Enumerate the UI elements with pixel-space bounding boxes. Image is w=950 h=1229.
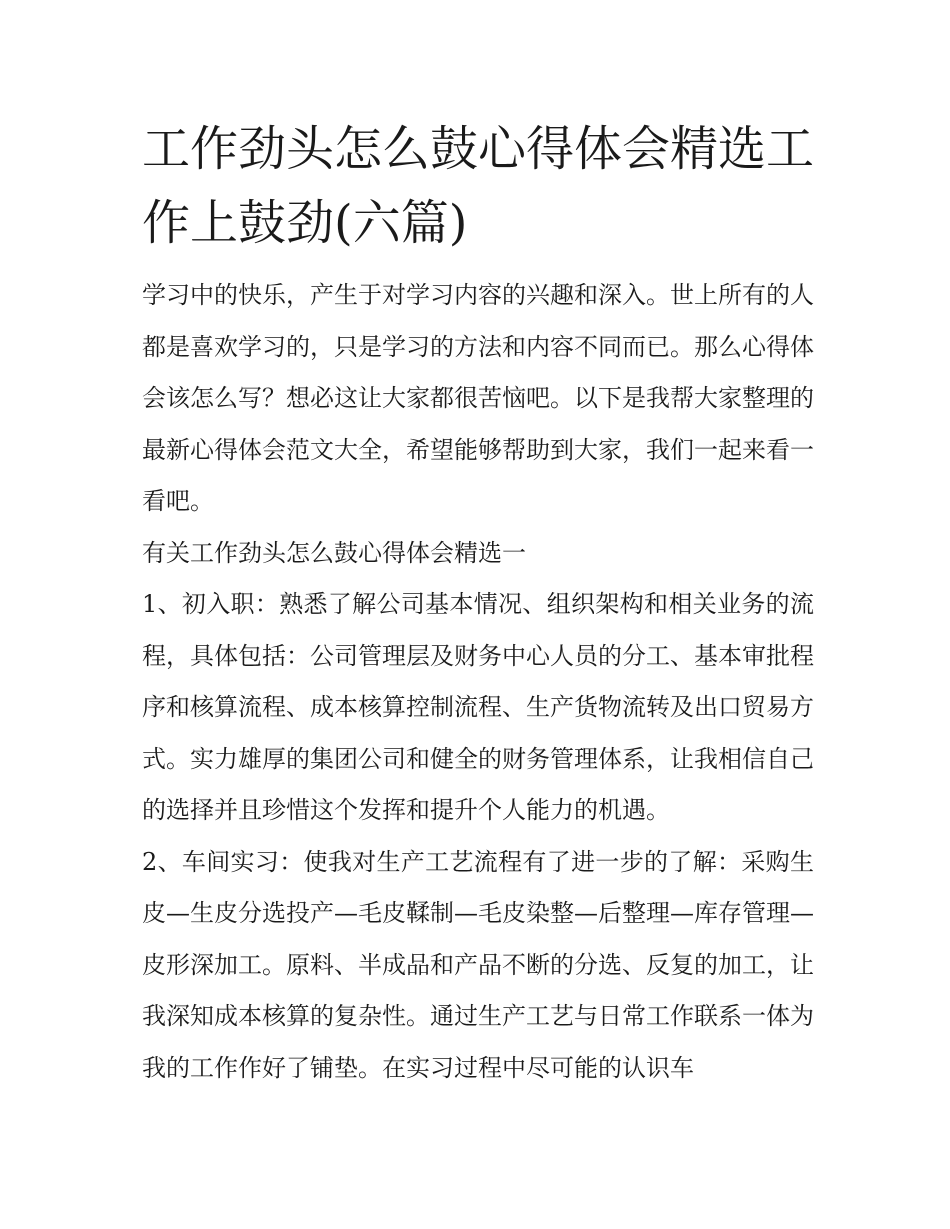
list-item-2-paragraph: 2、车间实习：使我对生产工艺流程有了进一步的了解：采购生皮—生皮分选投产—毛皮鞣制—毛皮染整—后整理—库存管理—皮形深加工。原料、半成品和产品不断的分选、反复的加工，让我深知成本核算的复杂性。通过生产工艺与日常工作联系一体为我的工作作好了铺垫。在实习过程中尽可能的认识车 bbox=[142, 847, 814, 1082]
list-item-1-paragraph: 1、初入职：熟悉了解公司基本情况、组织架构和相关业务的流程，具体包括：公司管理层及财务中心人员的分工、基本审批程序和核算流程、成本核算控制流程、生产货物流转及出口贸易方式。实力雄厚的集团公司和健全的财务管理体系，让我相信自己的选择并且珍惜这个发挥和提升个人能力的机遇。 bbox=[142, 590, 814, 824]
document-body bbox=[142, 112, 814, 1094]
section-heading: 有关工作劲头怎么鼓心得体会精选一 bbox=[142, 538, 526, 567]
document-title: 工作劲头怎么鼓心得体会精选工作上鼓劲(六篇) bbox=[142, 121, 815, 251]
intro-paragraph: 学习中的快乐，产生于对学习内容的兴趣和深入。世上所有的人都是喜欢学习的，只是学习的方法和内容不同而已。那么心得体会该怎么写？想必这让大家都很苦恼吧。以下是我帮大家整理的最新心得体会范文大全，希望能够帮助到大家，我们一起来看一看吧。 bbox=[142, 281, 814, 515]
